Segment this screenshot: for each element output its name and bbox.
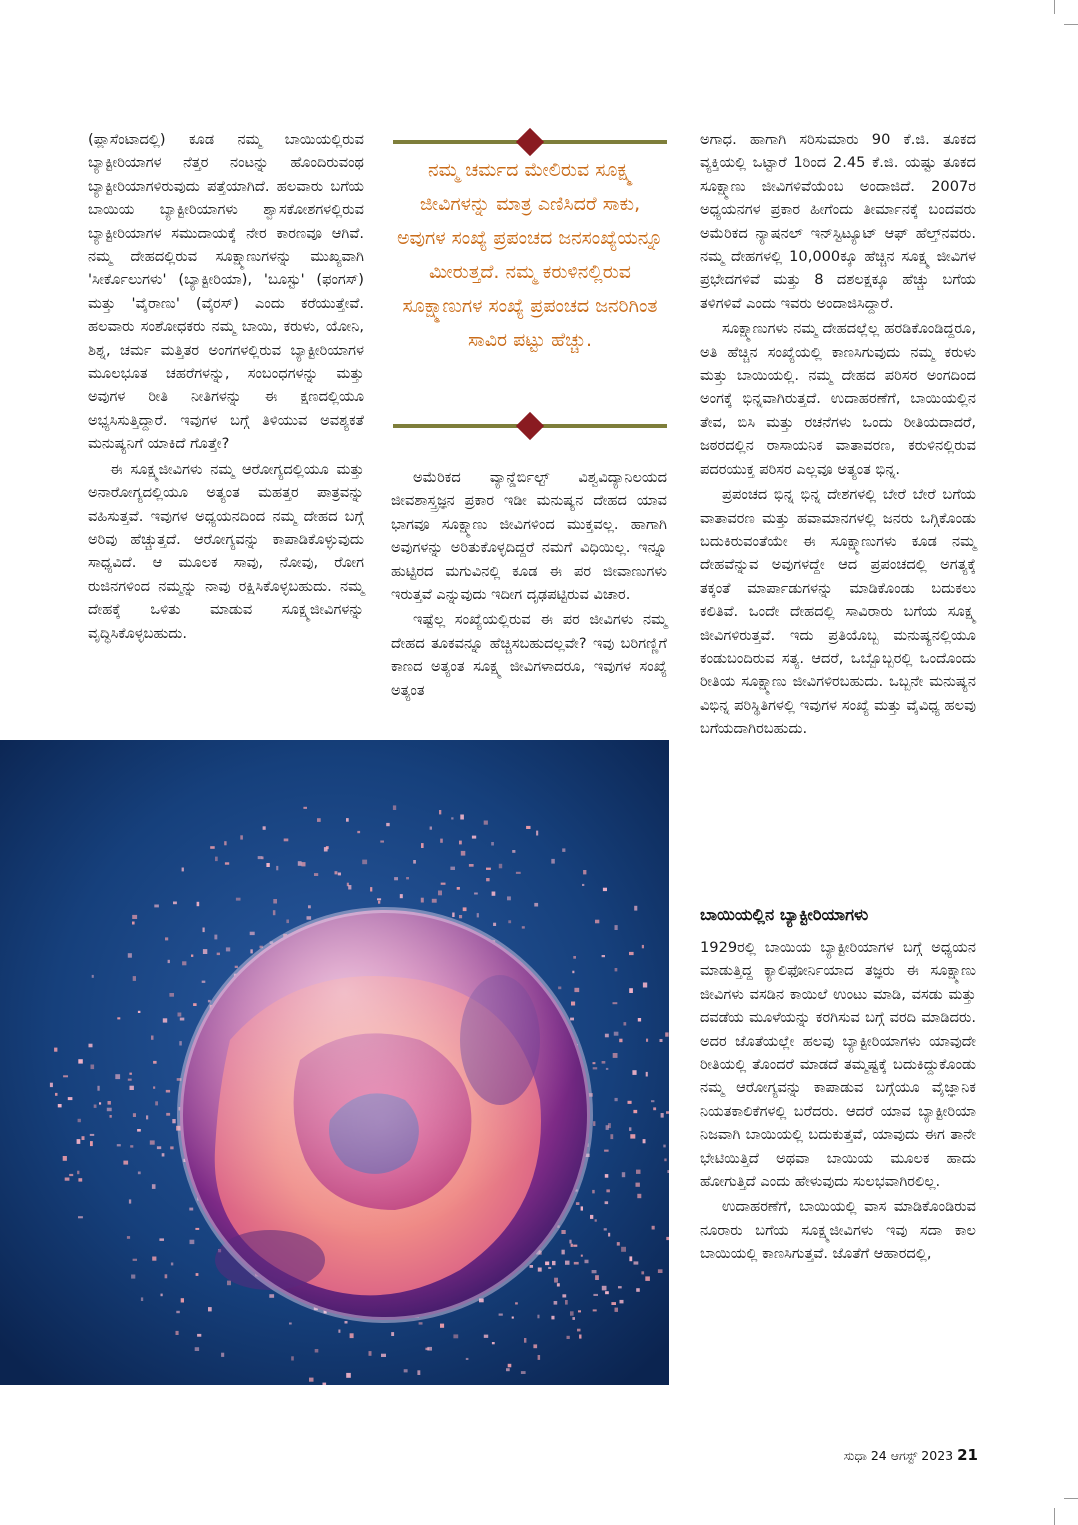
section-heading: ಬಾಯಿಯಲ್ಲಿನ ಬ್ಯಾಕ್ಟೀರಿಯಾಗಳು <box>700 905 869 924</box>
crop-mark <box>1054 0 1055 14</box>
body-paragraph: ಪ್ರಪಂಚದ ಭಿನ್ನ ಭಿನ್ನ ದೇಶಗಳಲ್ಲಿ ಬೇರೆ ಬೇರೆ ಬಗೆಯ ವಾತಾವರಣ ಮತ್ತು ಹವಾಮಾನಗಳಲ್ಲಿ ಜನರು ಒಗ್ಗಿಕೊಂಡು ಬದುಕಿರುವಂತೆಯೇ ಈ ಸೂಕ್ಷ್ಮಾಣುಗಳು ಕೂಡ ನಮ್ಮ ದೇಹವೆನ್ನುವ ಅವುಗಳದ್ದೇ ಆದ ಪ್ರಪಂಚದಲ್ಲಿ ಅಗತ್ಯಕ್ಕೆ ತಕ್ಕಂತೆ ಮಾರ್ಪಾಡುಗಳನ್ನು ಮಾಡಿಕೊಂಡು ಬದುಕಲು ಕಲಿತಿವೆ. ಒಂದೇ ದೇಹದಲ್ಲಿ ಸಾವಿರಾರು ಬಗೆಯ ಸೂಕ್ಷ್ಮ ಜೀವಿಗಳಿರುತ್ತವೆ. ಇದು ಪ್ರತಿಯೊಬ್ಬ ಮನುಷ್ಯನಲ್ಲಿಯೂ ಕಂಡುಬಂದಿರುವ ಸತ್ಯ. ಆದರೆ, ಒಬ್ಬೊಬ್ಬರಲ್ಲಿ ಒಂದೊಂದು ರೀತಿಯ ಸೂಕ್ಷ್ಮಾಣು ಜೀವಿಗಳಿರಬಹುದು. ಒಬ್ಬನೇ ಮನುಷ್ಯನ ವಿಭಿನ್ನ ಪರಿಸ್ಥಿತಿಗಳಲ್ಲಿ ಇವುಗಳ ಸಂಖ್ಯೆ ಮತ್ತು ವೈವಿಧ್ಯ ಹಲವು ಬಗೆಯದಾಗಿರಬಹುದು. <box>700 486 976 738</box>
body-paragraph: ಉದಾಹರಣೆಗೆ, ಬಾಯಿಯಲ್ಲಿ ವಾಸ ಮಾಡಿಕೊಂಡಿರುವ ನೂರಾರು ಬಗೆಯ ಸೂಕ್ಷ್ಮಜೀವಿಗಳು ಇವು ಸದಾ ಕಾಲ ಬಾಯಿಯಲ್ಲಿ ಕಾಣಸಿಗುತ್ತವೆ. ಜೊತೆಗೆ ಆಹಾರದಲ್ಲಿ, <box>700 1198 976 1263</box>
right-column-continued <box>700 936 976 1266</box>
body-paragraph: ಅಮೆರಿಕದ ವ್ಯಾನ್ಡೆರ್ಬಿಲ್ಟ್ ವಿಶ್ವವಿದ್ಯಾನಿಲಯದ ಜೀವಶಾಸ್ತ್ರಜ್ಞನ ಪ್ರಕಾರ ಇಡೀ ಮನುಷ್ಯನ ದೇಹದ ಯಾವ ಭಾಗವೂ ಸೂಕ್ಷ್ಮಾಣು ಜೀವಿಗಳಿಂದ ಮುಕ್ತವಲ್ಲ. ಹಾಗಾಗಿ ಅವುಗಳನ್ನು ಅರಿತುಕೊಳ್ಳದಿದ್ದರೆ ನಮಗೆ ವಿಧಿಯಿಲ್ಲ. ಇನ್ನೂ ಹುಟ್ಟಿರದ ಮಗುವಿನಲ್ಲಿ ಕೂಡ ಈ ಪರ ಜೀವಾಣುಗಳು ಇರುತ್ತವೆ ಎನ್ನುವುದು ಇದೀಗ ದೃಢಪಟ್ಟಿರುವ ವಿಚಾರ. <box>391 469 667 604</box>
crop-mark <box>1064 24 1078 25</box>
body-paragraph: ಈ ಸೂಕ್ಷ್ಮಜೀವಿಗಳು ನಮ್ಮ ಆರೋಗ್ಯದಲ್ಲಿಯೂ ಮತ್ತು ಅನಾರೋಗ್ಯದಲ್ಲಿಯೂ ಅತ್ಯಂತ ಮಹತ್ತರ ಪಾತ್ರವನ್ನು ವಹಿಸುತ್ತವೆ. ಇವುಗಳ ಅಧ್ಯಯನದಿಂದ ನಮ್ಮ ದೇಹದ ಬಗ್ಗೆ ಅರಿವು ಹೆಚ್ಚುತ್ತದೆ. ಆರೋಗ್ಯವನ್ನು ಕಾಪಾಡಿಕೊಳ್ಳುವುದು ಸಾಧ್ಯವಿದೆ. ಆ ಮೂಲಕ ಸಾವು, ನೋವು, ರೋಗ ರುಜಿನಗಳಿಂದ ನಮ್ಮನ್ನು ನಾವು ರಕ್ಷಿಸಿಕೊಳ್ಳಬಹುದು. ನಮ್ಮ ದೇಹಕ್ಕೆ ಒಳಿತು ಮಾಡುವ ಸೂಕ್ಷ್ಮಜೀವಿಗಳನ್ನು ವೃದ್ಧಿಸಿಕೊಳ್ಳಬಹುದು. <box>88 460 364 642</box>
left-column <box>88 128 364 645</box>
body-paragraph: ಅಗಾಧ. ಹಾಗಾಗಿ ಸರಿಸುಮಾರು 90 ಕೆ.ಜಿ. ತೂಕದ ವ್ಯಕ್ತಿಯಲ್ಲಿ ಒಟ್ಟಾರೆ 1ರಿಂದ 2.45 ಕೆ.ಜಿ. ಯಷ್ಟು ತೂಕದ ಸೂಕ್ಷ್ಮಾಣು ಜೀವಿಗಳಿವೆಯೆಂಬ ಅಂದಾಜಿದೆ. 2007ರ ಅಧ್ಯಯನಗಳ ಪ್ರಕಾರ ಹೀಗೆಂದು ತೀರ್ಮಾನಕ್ಕೆ ಬಂದವರು ಅಮೆರಿಕದ ನ್ಯಾಷನಲ್ ಇನ್‌ಸ್ಟಿಟ್ಯೂಟ್ ಆಫ್ ಹೆಲ್ತ್‌ನವರು. ನಮ್ಮ ದೇಹಗಳಲ್ಲಿ 10,000ಕ್ಕೂ ಹೆಚ್ಚಿನ ಸೂಕ್ಷ್ಮ ಜೀವಿಗಳ ಪ್ರಭೇದಗಳಿವೆ ಮತ್ತು 8 ದಶಲಕ್ಷಕ್ಕೂ ಹೆಚ್ಚು ಬಗೆಯ ತಳಿಗಳಿವೆ ಎಂದು ಇವರು ಅಂದಾಜಿಸಿದ್ದಾರೆ. <box>700 131 976 312</box>
diamond-ornament-icon <box>516 128 544 156</box>
microbe-cell-illustration <box>0 740 669 1385</box>
crop-mark <box>1054 1508 1055 1525</box>
body-paragraph: ಇಷ್ಟೆಲ್ಲ ಸಂಖ್ಯೆಯಲ್ಲಿರುವ ಈ ಪರ ಜೀವಿಗಳು ನಮ್ಮ ದೇಹದ ತೂಕವನ್ನೂ ಹೆಚ್ಚಿಸಬಹುದಲ್ಲವೇ? ಇವು ಬರಿಗಣ್ಣಿಗೆ ಕಾಣದ ಅತ್ಯಂತ ಸೂಕ್ಷ್ಮ ಜೀವಿಗಳಾದರೂ, ಇವುಗಳ ಸಂಖ್ಯೆ ಅತ್ಯಂತ <box>391 611 667 699</box>
microbe-cell-icon <box>0 740 669 1385</box>
publication-date: ಸುಧಾ 24 ಆಗಸ್ಟ್ 2023 <box>843 1448 954 1463</box>
body-paragraph: 1929ರಲ್ಲಿ ಬಾಯಿಯ ಬ್ಯಾಕ್ಟೀರಿಯಾಗಳ ಬಗ್ಗೆ ಅಧ್ಯಯನ ಮಾಡುತ್ತಿದ್ದ ಕ್ಯಾಲಿಫೋರ್ನಿಯಾದ ತಜ್ಞರು ಈ ಸೂಕ್ಷ್ಮಾಣು ಜೀವಿಗಳು ವಸಡಿನ ಕಾಯಿಲೆ ಉಂಟು ಮಾಡಿ, ವಸಡು ಮತ್ತು ದವಡೆಯ ಮೂಳೆಯನ್ನು ಕರಗಿಸುವ ಬಗ್ಗೆ ವರದಿ ಮಾಡಿದರು. ಅದರ ಜೊತೆಯಲ್ಲೇ ಹಲವು ಬ್ಯಾಕ್ಟೀರಿಯಾಗಳು ಯಾವುದೇ ರೀತಿಯಲ್ಲಿ ತೊಂದರೆ ಮಾಡದೆ ತಮ್ಮಷ್ಟಕ್ಕೆ ಬದುಕಿದ್ದುಕೊಂಡು ನಮ್ಮ ಆರೋಗ್ಯವನ್ನು ಕಾಪಾಡುವ ಬಗ್ಗೆಯೂ ವೈಜ್ಞಾನಿಕ ನಿಯತಕಾಲಿಕೆಗಳಲ್ಲಿ ಬರೆದರು. ಆದರೆ ಯಾವ ಬ್ಯಾಕ್ಟೀರಿಯಾ ನಿಜವಾಗಿ ಬಾಯಿಯಲ್ಲಿ ಬದುಕುತ್ತವೆ, ಯಾವುದು ಈಗ ತಾನೇ ಭೇಟಿಯಿತ್ತಿದೆ ಅಥವಾ ಬಾಯಿಯ ಮೂಲಕ ಹಾದು ಹೋಗುತ್ತಿದೆ ಎಂದು ಹೇಳುವುದು ಸುಲಭವಾಗಿರಲಿಲ್ಲ. <box>700 939 976 1191</box>
crop-mark <box>1064 1498 1078 1499</box>
page-number: 21 <box>957 1446 978 1464</box>
pull-quote <box>393 127 667 427</box>
body-paragraph: (ಪ್ಲಾಸೆಂಟಾದಲ್ಲಿ) ಕೂಡ ನಮ್ಮ ಬಾಯಿಯಲ್ಲಿರುವ ಬ್ಯಾಕ್ಟೀರಿಯಾಗಳ ನೆತ್ತರ ನಂಟನ್ನು ಹೊಂದಿರುವಂಥ ಬ್ಯಾಕ್ಟೀರಿಯಾಗಳಿರುವುದು ಪತ್ತೆಯಾಗಿದೆ. ಹಲವಾರು ಬಗೆಯ ಬಾಯಿಯ ಬ್ಯಾಕ್ಟೀರಿಯಾಗಳು ಶ್ವಾಸಕೋಶಗಳಲ್ಲಿರುವ ಬ್ಯಾಕ್ಟೀರಿಯಾಗಳ ಸಮುದಾಯಕ್ಕೆ ನೇರ ಕಾರಣವೂ ಆಗಿವೆ. ನಮ್ಮ ದೇಹದಲ್ಲಿರುವ ಸೂಕ್ಷ್ಮಾಣುಗಳನ್ನು ಮುಖ್ಯವಾಗಿ 'ಸೀರ್ಕೊಲುಗಳು' (ಬ್ಯಾಕ್ಟೀರಿಯಾ), 'ಬೂಸ್ಟು' (ಫಂಗಸ್) ಮತ್ತು 'ವೈರಾಣು' (ವೈರಸ್) ಎಂದು ಕರೆಯುತ್ತೇವೆ. ಹಲವಾರು ಸಂಶೋಧಕರು ನಮ್ಮ ಬಾಯಿ, ಕರುಳು, ಯೋನಿ, ಶಿಶ್ನ, ಚರ್ಮ ಮತ್ತಿತರ ಅಂಗಗಳಲ್ಲಿರುವ ಬ್ಯಾಕ್ಟೀರಿಯಾಗಳ ಮೂಲಭೂತ ಚಹರೆಗಳನ್ನು, ಸಂಬಂಧಗಳನ್ನು ಮತ್ತು ಅವುಗಳ ರೀತಿ ನೀತಿಗಳನ್ನು ಈ ಕ್ಷಣದಲ್ಲಿಯೂ ಅಭ್ಯಸಿಸುತ್ತಿದ್ದಾರೆ. ಇವುಗಳ ಬಗ್ಗೆ ತಿಳಿಯುವ ಅವಶ್ಯಕತೆ ಮನುಷ್ಯನಿಗೆ ಯಾಕಿದೆ ಗೊತ್ತೇ? <box>88 131 364 453</box>
pull-quote-text: ನಮ್ಮ ಚರ್ಮದ ಮೇಲಿರುವ ಸೂಕ್ಷ್ಮ ಜೀವಿಗಳನ್ನು ಮಾತ್ರ ಎಣಿಸಿದರೆ ಸಾಕು, ಅವುಗಳ ಸಂಖ್ಯೆ ಪ್ರಪಂಚದ ಜನಸಂಖ್ಯೆಯನ್ನೂ ಮೀರುತ್ತದೆ. ನಮ್ಮ ಕರುಳಿನಲ್ಲಿರುವ ಸೂಕ್ಷ್ಮಾಣುಗಳ ಸಂಖ್ಯೆ ಪ್ರಪಂಚದ ಜನರಿಗಿಂತ ಸಾವಿರ ಪಟ್ಟು ಹೆಚ್ಚು. <box>397 159 663 351</box>
right-column <box>700 128 976 741</box>
page-footer <box>818 1444 978 1466</box>
body-paragraph: ಸೂಕ್ಷ್ಮಾಣುಗಳು ನಮ್ಮ ದೇಹದಲ್ಲೆಲ್ಲ ಹರಡಿಕೊಂಡಿದ್ದರೂ, ಅತಿ ಹೆಚ್ಚಿನ ಸಂಖ್ಯೆಯಲ್ಲಿ ಕಾಣಸಿಗುವುದು ನಮ್ಮ ಕರುಳು ಮತ್ತು ಬಾಯಿಯಲ್ಲಿ. ನಮ್ಮ ದೇಹದ ಪರಿಸರ ಅಂಗದಿಂದ ಅಂಗಕ್ಕೆ ಭಿನ್ನವಾಗಿರುತ್ತದೆ. ಉದಾಹರಣೆಗೆ, ಬಾಯಿಯಲ್ಲಿನ ತೇವ, ಬಿಸಿ ಮತ್ತು ರಚನೆಗಳು ಒಂದು ರೀತಿಯದಾದರೆ, ಜಠರದಲ್ಲಿನ ರಾಸಾಯನಿಕ ವಾತಾವರಣ, ಕರುಳಿನಲ್ಲಿರುವ ಪದರಯುಕ್ತ ಪರಿಸರ ಎಲ್ಲವೂ ಅತ್ಯಂತ ಭಿನ್ನ. <box>700 320 976 478</box>
middle-column <box>391 466 667 702</box>
diamond-ornament-icon <box>516 412 544 440</box>
